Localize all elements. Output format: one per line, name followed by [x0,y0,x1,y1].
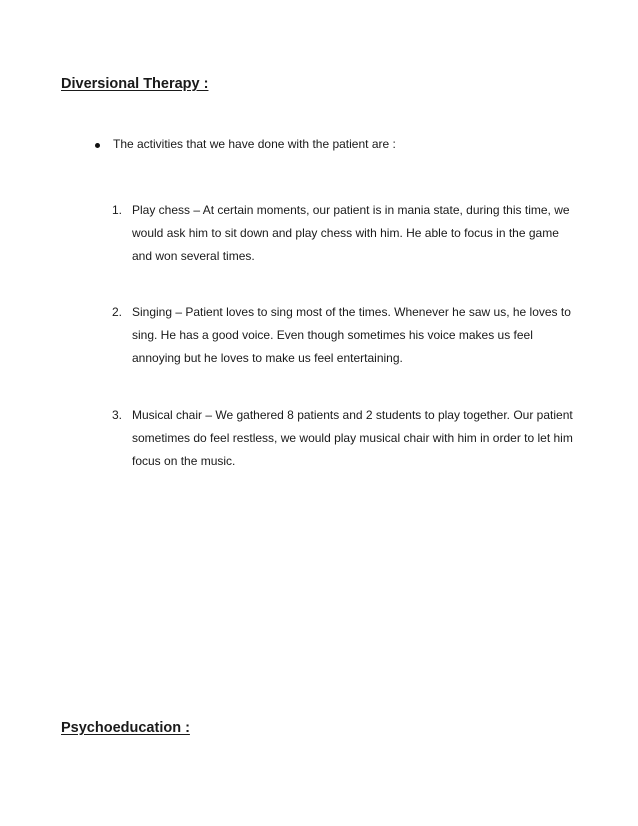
list-text: Play chess – At certain moments, our patient is in mania state, during this time, we would ask him to sit down and play chess with him. He able to focus in the game and won several times. [132,203,570,263]
bullet-icon [95,143,100,148]
bullet-text: The activities that we have done with the patient are : [113,137,396,151]
list-text: Singing – Patient loves to sing most of the times. Whenever he saw us, he loves to sing. He has a good voice. Even though sometimes his voice makes us feel annoying but he loves to make us feel entertaining. [132,305,571,365]
list-text: Musical chair – We gathered 8 patients and 2 students to play together. Our patient sometimes do feel restless, we would play musical chair with him in order to let him focus on the music. [132,408,573,468]
list-number: 2. [112,305,123,319]
list-number: 1. [112,203,123,217]
list-number: 3. [112,408,123,422]
section-heading-psychoeducation: Psychoeducation : [61,720,190,736]
section-heading-diversional-therapy: Diversional Therapy : [61,76,209,92]
